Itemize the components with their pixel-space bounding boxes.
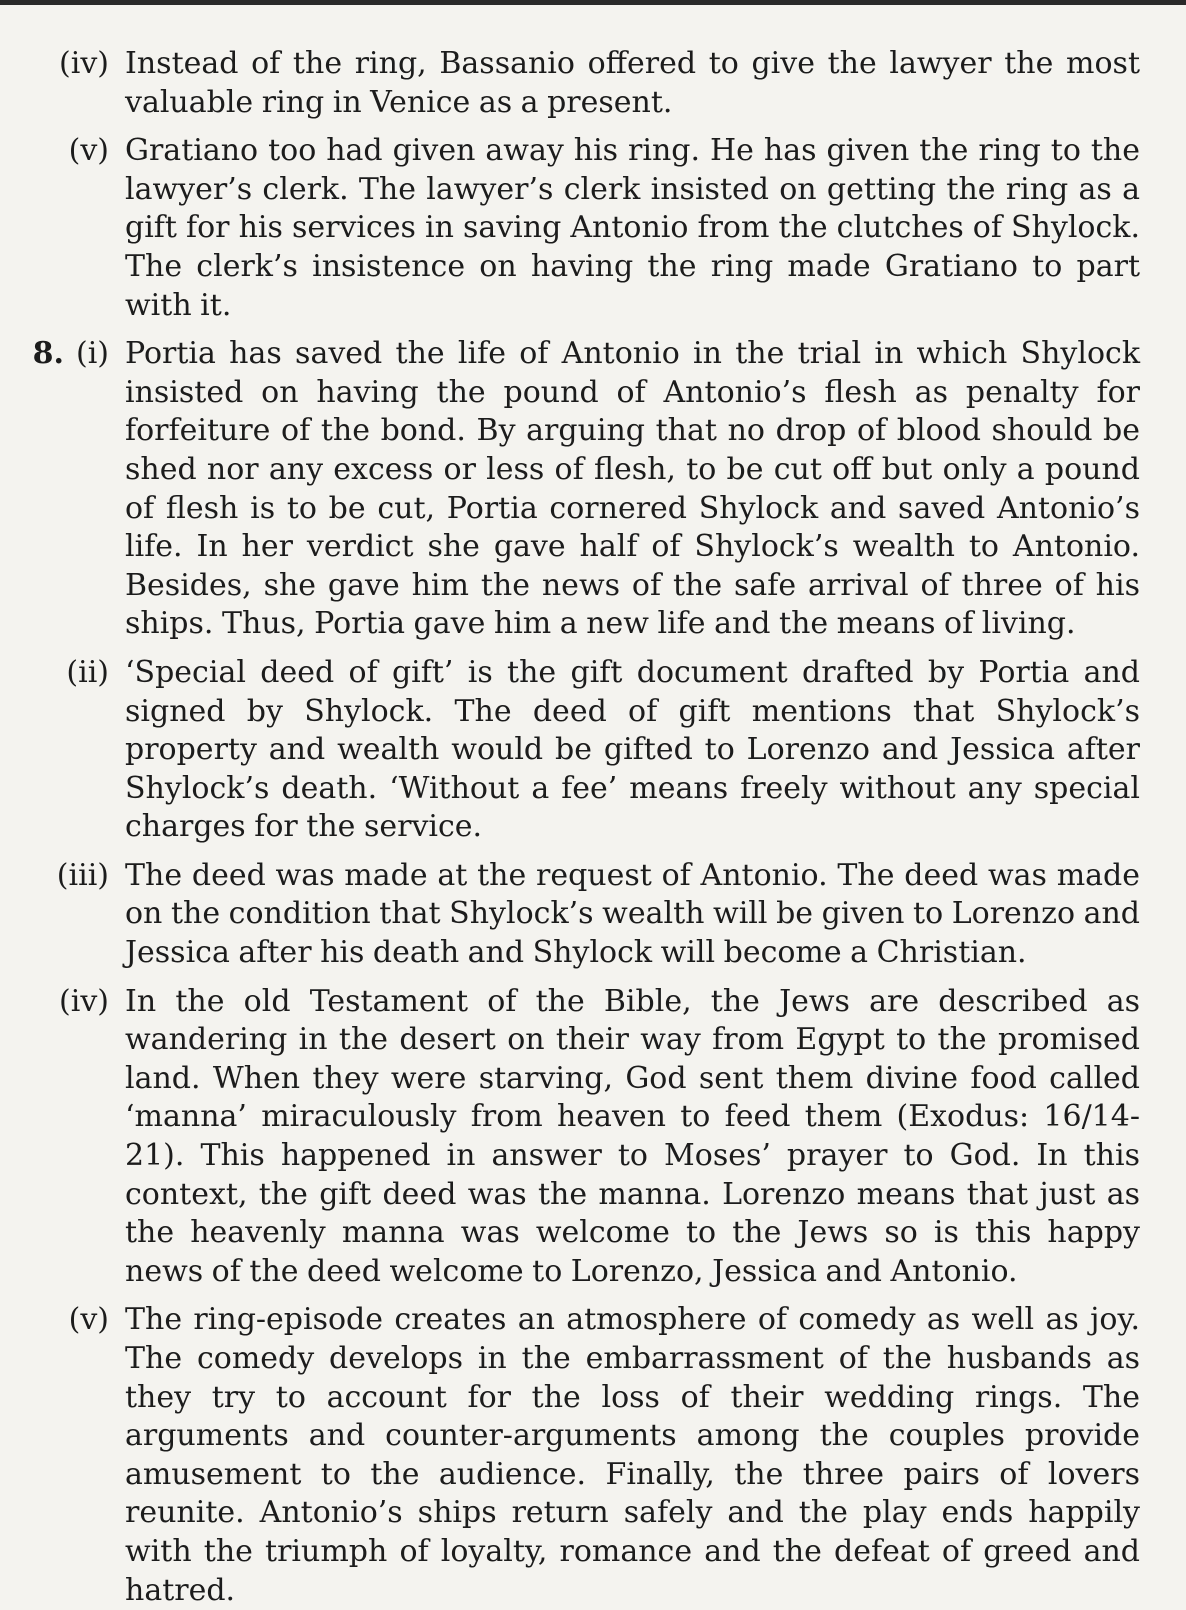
item-number [69,132,125,171]
top-rule [0,0,1186,10]
answer-text: Instead of the ring, Bassanio offered to give the lawyer the most valuable ring in Venice as a present. [125,46,1140,120]
question-number: 8. [32,336,64,372]
sub-label: (iv) [59,46,109,81]
answer-text: The deed was made at the request of Antonio. The deed was made on the condition that Shylock’s wealth will be given to Lorenzo and Jessica after his death and Shylock will become a Christian. [125,857,1140,971]
sub-label: (v) [68,1302,109,1338]
sub-label: (iii) [56,857,109,893]
answer-text: Gratiano too had given away his ring. He has given the ring to the lawyer’s clerk. The lawyer’s clerk insisted on getting the ring as a gift for his services in saving Antonio from the clutches of Shylock. The clerk’s insistence on having the ring made Gratiano to part with it. [125,133,1140,323]
sub-label: (iv) [59,983,109,1019]
item-number [33,335,125,374]
item-number [59,983,125,1022]
sub-label: (v) [68,133,109,169]
answer-item [68,1301,1140,1610]
item-number [69,1301,125,1340]
answer-text: In the old Testament of the Bible, the Jews are described as wandering in the desert on their way from Egypt to the promised land. When they were starving, God sent them divine food called ‘manna’ miraculously from heaven to feed them (Exodus: 16/14-21). This happened in answer to Moses’ prayer to God. In this context, the gift deed was the manna. Lorenzo means that just as the heavenly manna was welcome to the Jews so is this happy news of the deed welcome to Lorenzo, Jessica and Antonio. [125,983,1140,1289]
answer-item [56,857,1140,973]
answer-text: ‘Special deed of gift’ is the gift document drafted by Portia and signed by Shylock. The deed of gift mentions that Shylock’s property and wealth would be gifted to Lorenzo and Jessica after Shylock’s death. ‘Without a fee’ means freely without any special charges for the service. [125,654,1140,845]
answer-item [59,983,1140,1292]
answer-item [32,335,1140,644]
answer-item [59,45,1140,122]
item-number [66,654,125,693]
answer-item [68,132,1140,325]
item-number [57,857,125,896]
sub-label: (ii) [66,654,109,690]
sub-label: (i) [75,336,109,372]
answer-text: Portia has saved the life of Antonio in the trial in which Shylock insisted on having the pound of Antonio’s flesh as penalty for forfeiture of the bond. By arguing that no drop of blood should be shed nor any excess or less of flesh, to be cut off but only a pound of flesh is to be cut, Portia cornered Shylock and saved Antonio’s life. In her verdict she gave half of Shylock’s wealth to Antonio. Besides, she gave him the news of the safe arrival of three of his ships. Thus, Portia gave him a new life and the means of living. [125,336,1140,642]
answer-text: The ring-episode creates an atmosphere of comedy as well as joy. The comedy develops in the embarrassment of the husbands as they try to account for the loss of their wedding rings. The arguments and counter-arguments among the couples provide amusement to the audience. Finally, the three pairs of lovers reunite. Antonio’s ships return safely and the play ends happily with the triumph of loyalty, romance and the defeat of greed and hatred. [125,1302,1140,1608]
answer-item [66,654,1140,847]
answer-page [0,45,1186,1610]
item-number [59,45,125,84]
